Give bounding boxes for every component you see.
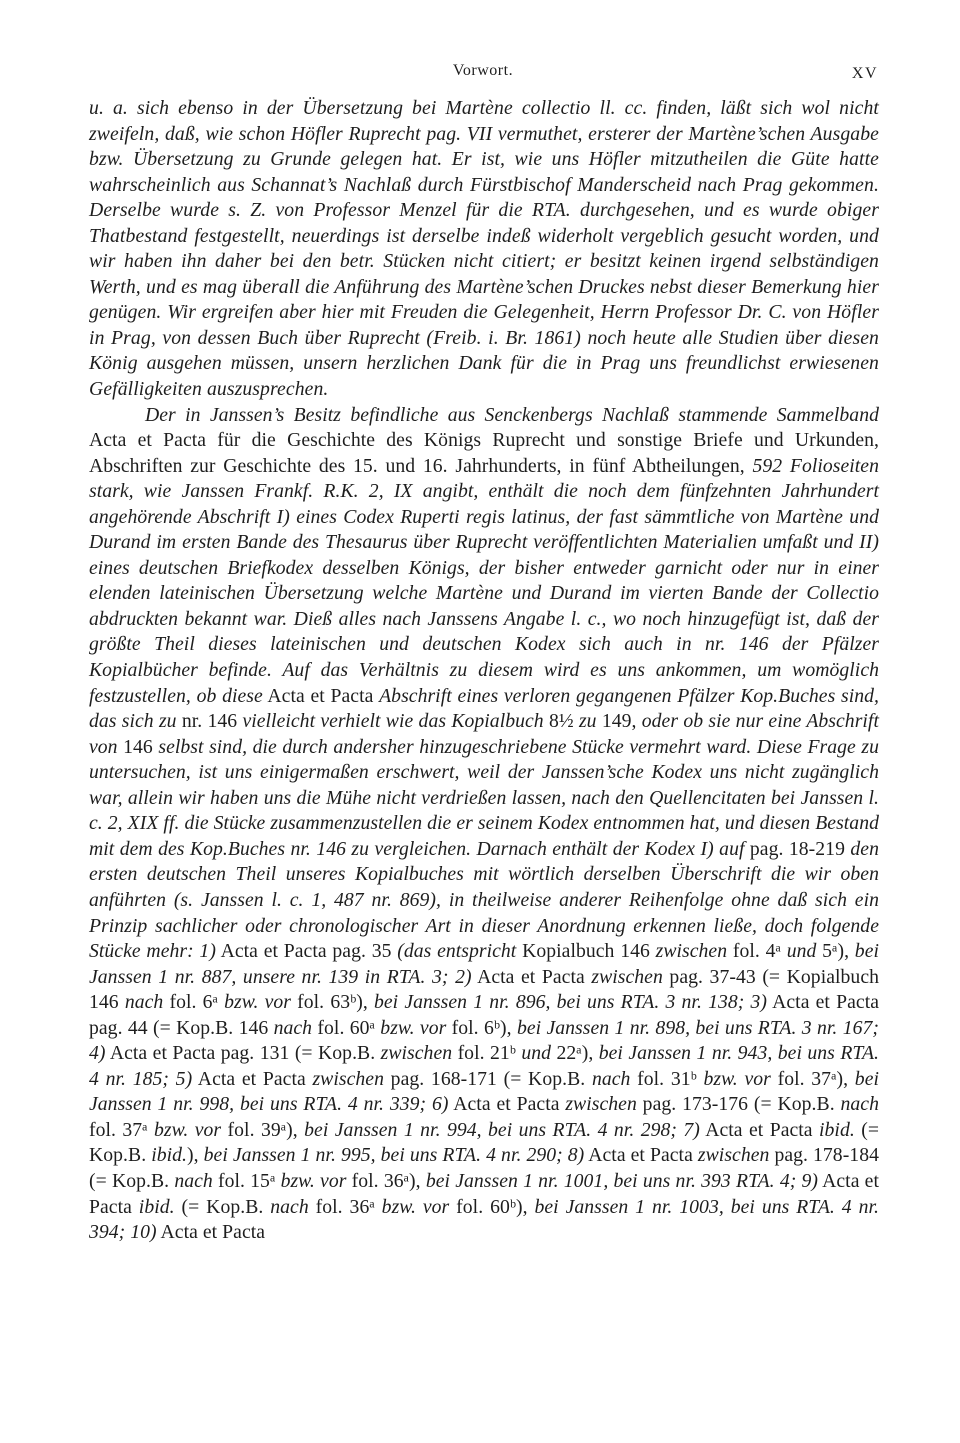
roman-text-run: Acta et Pacta für die Geschichte des Königs Ruprecht und sonstige Briefe und Urkunden, Abschriften zur Geschichte des 15. und 16. Jahrhunderts, in fünf Abtheilungen,	[89, 429, 879, 477]
roman-text-run: fol. 21ᵇ	[452, 1042, 522, 1065]
roman-text-run: pag. 173-176 (= Kop.B.	[636, 1093, 841, 1116]
italic-text-run: bei Janssen 1 nr. 994, bei uns RTA. 4 nr. 298; 7)	[304, 1118, 700, 1141]
italic-text-run: zwischen	[591, 965, 663, 988]
roman-text-run: fol. 4ᵃ	[727, 940, 787, 963]
roman-text-run: Acta et Pacta	[584, 1144, 698, 1167]
italic-text-run: nach	[174, 1169, 213, 1192]
roman-text-run: Acta et Pacta pag. 131 (= Kop.B.	[105, 1042, 381, 1065]
italic-text-run: zwischen	[697, 1144, 770, 1167]
running-header	[88, 62, 878, 84]
roman-text-run: Kopialbuch 146	[516, 940, 656, 963]
italic-text-run: und	[786, 940, 817, 963]
italic-text-run: ibid.	[138, 1195, 175, 1218]
roman-text-run: fol. 15ᵃ	[212, 1169, 281, 1192]
roman-text-run: Acta et Pacta	[156, 1221, 266, 1244]
roman-text-run: (= Kop.B.	[89, 1118, 879, 1167]
roman-text-run: fol. 39ᵃ),	[221, 1118, 305, 1141]
italic-text-run: ibid.	[151, 1144, 188, 1167]
roman-text-run: ),	[187, 1144, 204, 1167]
roman-text-run: fol. 36ᵃ	[308, 1195, 382, 1218]
roman-text-run: 8½	[543, 710, 579, 733]
roman-text-run: pag. 178-184 (= Kop.B.	[89, 1144, 879, 1192]
italic-text-run: zwischen	[565, 1093, 637, 1116]
paragraph-continuation	[89, 96, 879, 403]
italic-text-run: bei Janssen 1 nr. 1001, bei uns nr. 393 RTA. 4; 9)	[425, 1169, 819, 1192]
roman-text-run: fol. 6ᵇ),	[446, 1016, 517, 1039]
italic-text-run: bzw. vor	[224, 991, 291, 1014]
italic-text-run: bei Janssen 1 nr. 887, unsere nr. 139 in RTA. 3; 2)	[89, 940, 879, 988]
roman-text-run: fol. 6ᵃ	[163, 991, 225, 1014]
roman-text-run: fol. 60ᵃ	[312, 1016, 381, 1039]
italic-text-run: zwischen	[655, 940, 728, 963]
roman-text-run: fol. 31ᵇ	[630, 1067, 704, 1090]
body-text	[89, 96, 879, 1246]
italic-text-run: nach	[591, 1067, 631, 1090]
italic-text-run: bzw. vor	[703, 1067, 771, 1090]
italic-text-run: bzw. vor	[380, 1016, 447, 1039]
italic-text-run: bei Janssen 1 nr. 898, bei uns RTA. 3 nr. 167; 4)	[89, 1016, 879, 1065]
italic-text-run: bzw. vor	[381, 1195, 450, 1218]
italic-text-run: Abschrift eines verloren gegangenen Pfälzer Kop.Buches sind, das sich zu	[89, 684, 880, 733]
roman-text-run: fol. 36ᵃ),	[346, 1169, 426, 1192]
italic-text-run: zu	[578, 710, 597, 733]
roman-text-run: fol. 63ᵇ),	[291, 991, 374, 1014]
italic-text-run: Der in Janssen’s Besitz befindliche aus Senckenbergs Nachlaß stammende Sammelband	[145, 403, 879, 426]
italic-text-run: bei Janssen 1 nr. 1003, bei uns RTA. 4 nr. 394; 10)	[89, 1195, 879, 1244]
paragraph-sammelband	[89, 403, 879, 1246]
italic-text-run: und	[521, 1042, 552, 1065]
roman-text-run: Acta et Pacta	[699, 1118, 820, 1141]
italic-text-run: oder ob sie nur eine Abschrift von	[89, 710, 879, 758]
italic-text-run: bei Janssen 1 nr. 995, bei uns RTA. 4 nr. 290; 8)	[203, 1144, 585, 1167]
roman-text-run: Acta et Pacta	[262, 684, 380, 707]
roman-text-run: fol. 60ᵇ),	[449, 1195, 535, 1218]
italic-text-run: ibid.	[819, 1118, 855, 1141]
italic-text-run: nach	[270, 1195, 309, 1218]
italic-text-run: (das entspricht	[397, 940, 517, 963]
roman-text-run: pag. 37-43 (= Kopialbuch 146	[89, 965, 880, 1014]
roman-text-run: Acta et Pacta pag. 35	[215, 940, 398, 963]
roman-text-run: 146	[117, 735, 159, 758]
roman-text-run: fol. 37ᵃ	[89, 1118, 155, 1141]
italic-text-run: bzw. vor	[280, 1169, 347, 1192]
roman-text-run: pag. 18-219	[744, 837, 851, 860]
roman-text-run: nr. 146	[176, 710, 243, 733]
roman-text-run: Acta et Pacta	[89, 1169, 879, 1218]
italic-text-run: bzw. vor	[154, 1118, 222, 1141]
italic-text-run: u. a. sich ebenso in der Übersetzung bei Martène collectio ll. cc. finden, läßt sich wol nicht zweifeln, daß, wie schon Höfler Ruprecht pag. VII vermuthet, ersterer der Martène’schen Ausgabe bzw. Übersetzung zu Grunde gelegen hat. Er ist, wie uns Höfler mitzutheilen die Güte hatte wahrscheinlich aus Schannat’s Nachlaß durch Fürstbischof Manderscheid nach Prag gekommen. Derselbe wurde s. Z. von Professor Menzel für die RTA. durchgesehen, und es wurde obiger Thatbestand festgestellt, neuerdings ist derselbe indeß widerholt vergeblich gesucht worden, und wir haben ihn daher bei den betr. Stücken nicht citiert; er besitzt keinen irgend selbständigen Werth, und es mag überall die Anführung des Martène’schen Druckes nebst dieser Bemerkung hier genügen. Wir ergreifen aber hier mit Freuden die Gelegenheit, Herrn Professor Dr. C. von Höfler in Prag, von dessen Buch über Ruprecht (Freib. i. Br. 1861) noch heute alle Studien über diesen König ausgehen müssen, unsern herzlichen Dank für die in Prag uns freundlichst erwiesenen Gefälligkeiten auszusprechen.	[89, 97, 879, 401]
roman-text-run: Acta et Pacta	[192, 1067, 313, 1090]
page-number: XV	[851, 65, 878, 82]
roman-text-run: (= Kop.B.	[174, 1195, 271, 1218]
roman-text-run: 5ᵃ),	[816, 940, 855, 963]
italic-text-run: vielleicht verhielt wie das Kopialbuch	[242, 710, 544, 733]
roman-text-run: Acta et Pacta pag. 44 (= Kop.B. 146	[89, 991, 880, 1039]
italic-text-run: den ersten deutschen Theil unseres Kopialbuches mit wörtlich derselben Überschrift die wir oben anführten (s. Janssen l. c. 1, 487 nr. 869), in theilweise anderer Reihenfolge ohne daß sich ein Prinzip sachlicher oder chronologischer Art in dieser Anordnung erkennen ließe, doch folgende Stücke mehr: 1)	[89, 837, 879, 963]
italic-text-run: zwischen	[380, 1042, 453, 1065]
italic-text-run: nach	[124, 991, 164, 1014]
roman-text-run: pag. 168-171 (= Kop.B.	[383, 1067, 592, 1090]
italic-text-run: nach	[840, 1093, 879, 1116]
roman-text-run: Acta et Pacta	[448, 1093, 566, 1116]
italic-text-run: 592 Folioseiten stark, wie Janssen Frankf. R.K. 2, IX angibt, enthält die noch dem fünfzehnten Jahrhundert angehörende Abschrift I) eines Codex Ruperti regis latinus, der fast sämmtliche von Martène und Durand im ersten Bande des Thesaurus über Ruprecht veröffentlichten Materialien umfaßt und II) eines deutschen Briefkodex desselben Königs, der bisher entweder garnicht oder nur in einer elenden lateinischen Übersetzung welche Martène und Durand im vierten Bande der Collectio abdruckten bekannt war. Dieß alles nach Janssens Angabe l. c., wo noch hinzugefügt ist, daß der größte Theil dieses lateinischen und deutschen Kodex sich auch in nr. 146 der Pfälzer Kopialbücher befinde. Auf das Verhältnis zu diesem wird es uns ankommen, um womöglich festzustellen, ob diese	[89, 454, 879, 707]
roman-text-run: Acta et Pacta	[471, 965, 592, 988]
italic-text-run: bei Janssen 1 nr. 896, bei uns RTA. 3 nr. 138; 3)	[374, 991, 768, 1014]
italic-text-run: nach	[273, 1016, 313, 1039]
italic-text-run: selbst sind, die durch andersher hinzugeschriebene Stücke vermehrt ward. Diese Frage zu untersuchen, ist uns einigermaßen erschwert, weil der Janssen’sche Kodex uns nicht zugänglich war, allein wir haben uns die Mühe nicht verdrießen lassen, nach den Quellencitaten bei Janssen l. c. 2, XIX ff. die Stücke zusammenzustellen die er seinem Kodex entnommen hat, und diesen Bestand mit dem des Kop.Buches nr. 146 zu vergleichen. Darnach enthält der Kodex I) auf	[89, 735, 880, 860]
italic-text-run: zwischen	[312, 1067, 384, 1090]
roman-text-run: 22ᵃ),	[551, 1042, 599, 1065]
italic-text-run: bei Janssen 1 nr. 943, bei uns RTA. 4 nr. 185; 5)	[89, 1042, 879, 1090]
roman-text-run: 149,	[596, 710, 642, 733]
running-title: Vorwort.	[452, 62, 514, 79]
italic-text-run: bei Janssen 1 nr. 998, bei uns RTA. 4 nr. 339; 6)	[89, 1067, 879, 1116]
roman-text-run: fol. 37ᵃ),	[770, 1067, 855, 1090]
